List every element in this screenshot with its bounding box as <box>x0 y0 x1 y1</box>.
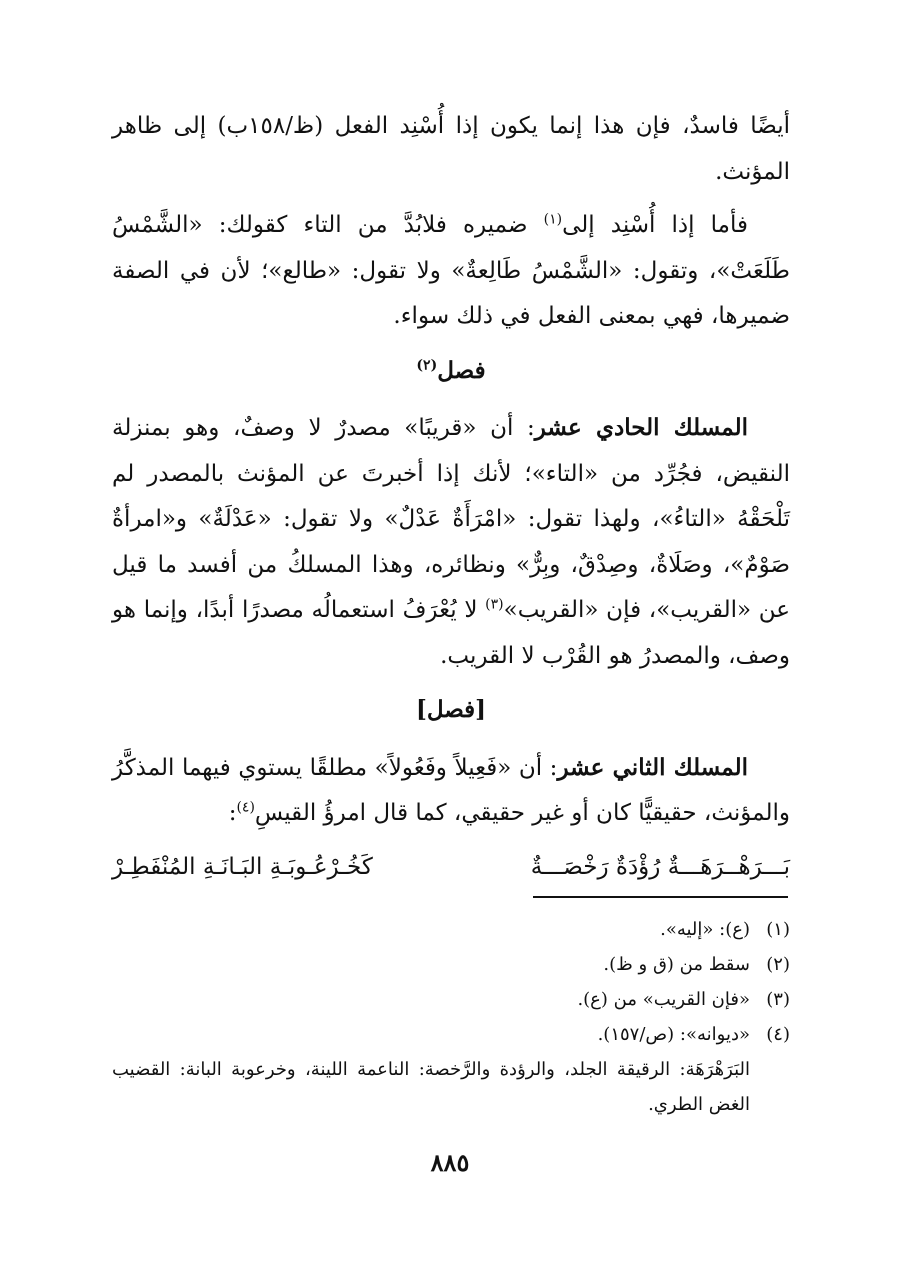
paragraph-1: أيضًا فاسدٌ، فإن هذا إنما يكون إذا أُسْنِد الفعل (ظ/١٥٨ب) إلى ظاهر المؤنث. <box>112 113 790 185</box>
footnote-4-gloss: البَرَهْرَهَة: الرقيقة الجلد، والرؤدة والرَّخصة: الناعمة اللينة، وخرعوبة البانة: القضيب الغض الطري. <box>112 1059 750 1115</box>
footnote-number: (٤) <box>766 1024 790 1045</box>
footnote-text: (ع): «إليه». <box>660 919 750 940</box>
section-heading-2: [فصل] <box>415 696 487 723</box>
footnote-4 <box>112 1017 790 1052</box>
poetry-verse <box>112 845 790 891</box>
paragraph-2-rest: ضميره فلابُدَّ من التاء كقولك: «الشَّمْسُ طَلَعَتْ»، وتقول: «الشَّمْسُ طَالِعةٌ» ولا تقول: «طالع»؛ لأن في الصفة ضميرها، فهي بمعنى الفعل في ذلك سواء. <box>112 212 790 329</box>
paragraph-2 <box>112 203 790 340</box>
section-heading-1 <box>112 348 790 394</box>
verse-first-hemistich: بَـــرَهْــرَهَـــةٌ رُؤْدَةٌ رَخْصَـــةٌ <box>530 853 790 880</box>
footnote-separator <box>533 896 788 898</box>
footnote-number: (٢) <box>766 954 790 975</box>
verse-second-hemistich: كَخُـرْعُـوبَـةِ البَـانَـةِ المُنْفَطِـرْ <box>112 853 373 880</box>
footnote-3 <box>112 982 790 1017</box>
footnote-ref-4: (٤) <box>236 799 255 816</box>
footnote-text: «ديوانه»: (ص/١٥٧). <box>597 1024 750 1045</box>
paragraph-4 <box>112 745 790 837</box>
paragraph-4-body: : أن «فَعِيلاً وفَعُولاً» مطلقًا يستوي فيهما المذكَّرُ والمؤنث، حقيقيًّا كان أو غير حقيقي، كما قال امرؤُ القيسِ <box>112 754 790 826</box>
paragraph-2-start: فأما إذا أُسْنِد إلى <box>562 212 748 238</box>
paragraph-3-lead: المسلك الحادي عشر <box>534 414 748 441</box>
paragraph-4-end: : <box>228 800 237 826</box>
footnote-number: (٣) <box>766 989 790 1010</box>
paragraph-4-lead: المسلك الثاني عشر <box>557 753 748 781</box>
paragraph-3-end: لا يُعْرَفُ استعمالُه مصدرًا أبدًا، وإنما هو وصف، والمصدرُ هو القُرْب لا القريب. <box>112 597 790 669</box>
footnote-text: «فإن القريب» من (ع). <box>577 989 750 1010</box>
footnote-2 <box>112 947 790 982</box>
footnote-ref-1: (١) <box>543 211 563 228</box>
footnote-ref-3: (٣) <box>485 596 504 613</box>
footnotes <box>112 912 790 1122</box>
paragraph-3-body: : أن «قريبًا» مصدرٌ لا وصفٌ، وهو بمنزلة النقيض، فجُرِّد من «التاء»؛ لأنك إذا أخبرتَ عن المؤنث بالمصدر لم تَلْحَقْهُ «التاءُ»، ولهذا تقول: «امْرَأَةٌ عَدْلٌ» ولا تقول: «عَدْلَةٌ» و«امرأةٌ صَوْمٌ»، وصَلَاةٌ، وصِدْقٌ، وبِرٌّ» ونظائره، وهذا المسلكُ من أفسد ما قيل عن «القريب»، فإن «القريب» <box>112 415 790 623</box>
section-heading-1-text: فصل <box>437 356 486 384</box>
paragraph-3 <box>112 405 790 679</box>
footnote-ref-2: (٢) <box>416 356 438 373</box>
page-number: ٨٨٥ <box>430 1148 470 1177</box>
footnote-1 <box>112 912 790 947</box>
main-text <box>112 104 790 890</box>
footnote-number: (١) <box>766 919 790 940</box>
footnote-text: سقط من (ق و ظ). <box>603 954 750 975</box>
